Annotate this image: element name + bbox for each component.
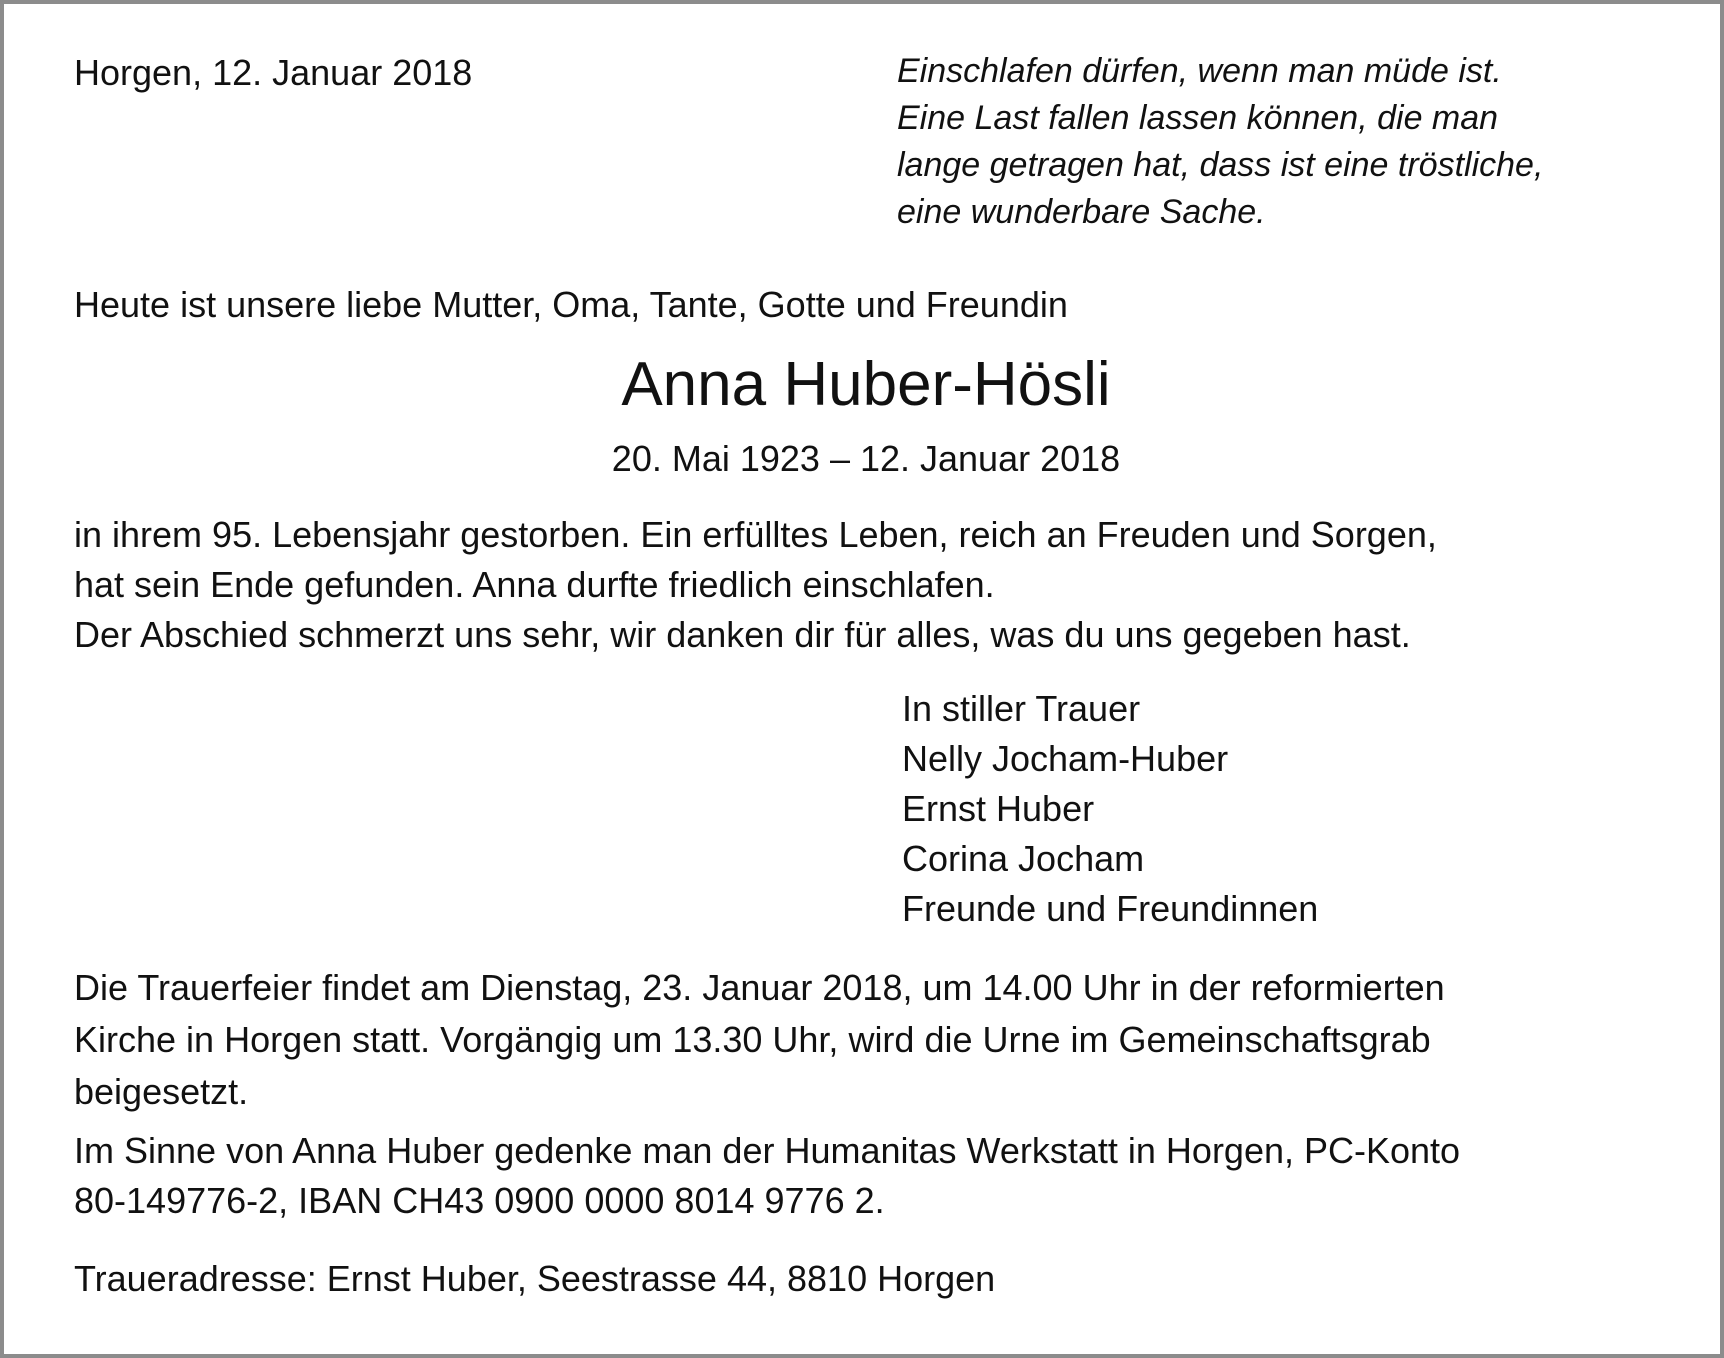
donation-line: 80-149776-2, IBAN CH43 0900 0000 8014 9776 2. [74,1180,885,1221]
ceremony-info [74,962,1445,1118]
intro-text: Heute ist unsere liebe Mutter, Oma, Tante, Gotte und Freundin [74,284,1068,325]
mourner-line: Ernst Huber [902,788,1095,829]
body-line: Der Abschied schmerzt uns sehr, wir danken dir für alles, was du uns gegeben hast. [74,614,1411,655]
mourner-line: Freunde und Freundinnen [902,888,1319,929]
quote [897,48,1543,236]
mourners-list [902,684,1318,934]
donation-info [74,1126,1460,1226]
donation-line: Im Sinne von Anna Huber gedenke man der Humanitas Werkstatt in Horgen, PC-Konto [74,1130,1461,1171]
mourner-line: In stiller Trauer [902,688,1141,729]
ceremony-line: Die Trauerfeier findet am Dienstag, 23. Januar 2018, um 14.00 Uhr in der reformierten [74,967,1445,1008]
quote-line: Einschlafen dürfen, wenn man müde ist. [897,52,1502,90]
place-date: Horgen, 12. Januar 2018 [74,52,473,93]
body-line: hat sein Ende gefunden. Anna durfte friedlich einschlafen. [74,564,995,605]
body-line: in ihrem 95. Lebensjahr gestorben. Ein erfülltes Leben, reich an Freuden und Sorgen, [74,514,1437,555]
quote-line: lange getragen hat, dass ist eine tröstliche, [897,146,1544,184]
mourning-address: Traueradresse: Ernst Huber, Seestrasse 44, 8810 Horgen [74,1258,996,1299]
deceased-name: Anna Huber-Hösli [621,350,1111,419]
quote-line: eine wunderbare Sache. [897,193,1266,231]
life-dates: 20. Mai 1923 – 12. Januar 2018 [611,438,1121,479]
mourner-line: Nelly Jocham-Huber [902,738,1229,779]
mourner-line: Corina Jocham [902,838,1145,879]
ceremony-line: beigesetzt. [74,1071,249,1112]
announcement-body [74,510,1437,660]
ceremony-line: Kirche in Horgen statt. Vorgängig um 13.30 Uhr, wird die Urne im Gemeinschaftsgrab [74,1019,1431,1060]
quote-line: Eine Last fallen lassen können, die man [897,99,1499,137]
